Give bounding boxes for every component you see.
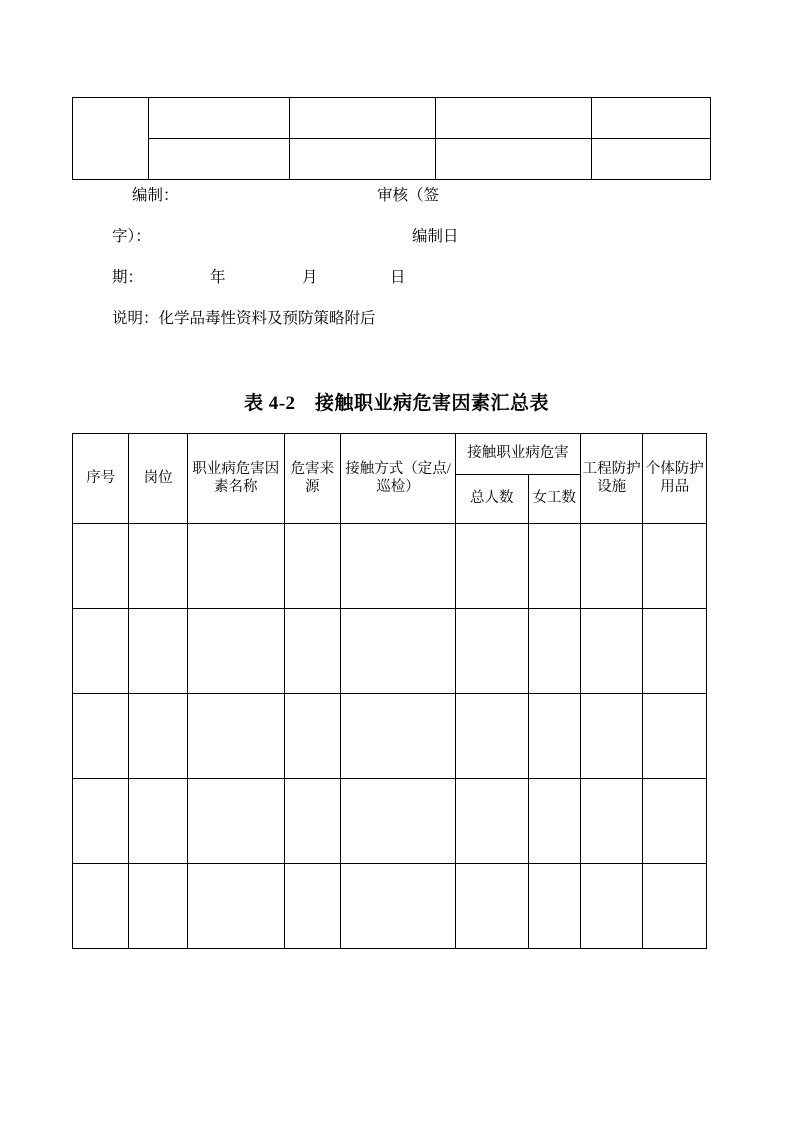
cell-female[interactable] xyxy=(528,779,580,864)
cell-seq[interactable] xyxy=(73,779,129,864)
cell-ppe[interactable] xyxy=(643,864,707,949)
cell-ppe[interactable] xyxy=(643,524,707,609)
note-text: 说明：化学品毒性资料及预防策略附后 xyxy=(112,310,376,327)
cell-ppe[interactable] xyxy=(643,694,707,779)
continuation-cell-r2c4[interactable] xyxy=(592,139,711,180)
cell-factor[interactable] xyxy=(187,779,284,864)
cell-mode[interactable] xyxy=(341,694,456,779)
signature-line-prepared-reviewed xyxy=(72,182,722,223)
cell-total[interactable] xyxy=(455,864,528,949)
page-title: 表 4-2 接触职业病危害因素汇总表 xyxy=(243,393,550,414)
table-body xyxy=(73,524,707,949)
cell-post[interactable] xyxy=(129,609,187,694)
cell-post[interactable] xyxy=(129,694,187,779)
cell-factor[interactable] xyxy=(187,524,284,609)
continuation-cell-r1c3[interactable] xyxy=(436,98,592,139)
cell-female[interactable] xyxy=(528,864,580,949)
cell-seq[interactable] xyxy=(73,864,129,949)
signature-line-signature-date xyxy=(72,223,722,264)
continuation-table xyxy=(72,97,711,180)
table-row xyxy=(73,609,707,694)
occupational-hazard-summary-table xyxy=(72,433,707,949)
table-row xyxy=(73,694,707,779)
continuation-cell-r1c1[interactable] xyxy=(149,98,290,139)
column-header-female-workers: 女工数 xyxy=(528,475,580,524)
table-row xyxy=(73,98,711,139)
cell-post[interactable] xyxy=(129,779,187,864)
cell-source[interactable] xyxy=(284,524,340,609)
cell-post[interactable] xyxy=(129,524,187,609)
signature-block xyxy=(72,182,722,346)
cell-source[interactable] xyxy=(284,609,340,694)
cell-female[interactable] xyxy=(528,524,580,609)
cell-ppe[interactable] xyxy=(643,779,707,864)
label-prepared-date-part1: 编制日 xyxy=(412,228,459,245)
label-month: 月 xyxy=(302,269,318,286)
cell-seq[interactable] xyxy=(73,609,129,694)
label-day: 日 xyxy=(390,269,406,286)
continuation-cell-label[interactable] xyxy=(73,98,149,180)
column-header-total-people: 总人数 xyxy=(455,475,528,524)
cell-source[interactable] xyxy=(284,779,340,864)
signature-line-date-fields xyxy=(72,264,722,305)
cell-seq[interactable] xyxy=(73,694,129,779)
column-header-seq: 序号 xyxy=(73,434,129,524)
column-header-personal-protection: 个体防护用品 xyxy=(643,434,707,524)
column-header-exposure-group: 接触职业病危害 xyxy=(455,434,580,475)
cell-source[interactable] xyxy=(284,694,340,779)
cell-factor[interactable] xyxy=(187,609,284,694)
continuation-cell-r1c4[interactable] xyxy=(592,98,711,139)
label-reviewed-by-part2: 字）： xyxy=(112,228,151,245)
note-line xyxy=(72,305,722,346)
cell-total[interactable] xyxy=(455,609,528,694)
label-year: 年 xyxy=(210,269,226,286)
column-header-hazard-source: 危害来源 xyxy=(284,434,340,524)
continuation-cell-r1c2[interactable] xyxy=(290,98,436,139)
cell-factor[interactable] xyxy=(187,864,284,949)
table-row xyxy=(73,779,707,864)
cell-source[interactable] xyxy=(284,864,340,949)
column-header-exposure-mode: 接触方式（定点/巡检） xyxy=(341,434,456,524)
continuation-cell-r2c1[interactable] xyxy=(149,139,290,180)
column-header-post: 岗位 xyxy=(129,434,187,524)
column-header-hazard-factor-name: 职业病危害因素名称 xyxy=(187,434,284,524)
column-header-engineering-protection: 工程防护设施 xyxy=(580,434,642,524)
cell-factor[interactable] xyxy=(187,694,284,779)
cell-engineering[interactable] xyxy=(580,864,642,949)
cell-total[interactable] xyxy=(455,694,528,779)
cell-post[interactable] xyxy=(129,864,187,949)
cell-engineering[interactable] xyxy=(580,609,642,694)
cell-total[interactable] xyxy=(455,524,528,609)
table-header-row-top xyxy=(73,434,707,475)
cell-engineering[interactable] xyxy=(580,694,642,779)
cell-female[interactable] xyxy=(528,694,580,779)
label-prepared-date-part2: 期： xyxy=(112,269,144,286)
cell-total[interactable] xyxy=(455,779,528,864)
cell-mode[interactable] xyxy=(341,524,456,609)
cell-engineering[interactable] xyxy=(580,524,642,609)
table-row xyxy=(73,139,711,180)
cell-mode[interactable] xyxy=(341,609,456,694)
continuation-cell-r2c3[interactable] xyxy=(436,139,592,180)
cell-female[interactable] xyxy=(528,609,580,694)
cell-engineering[interactable] xyxy=(580,779,642,864)
table-row xyxy=(73,524,707,609)
table-row xyxy=(73,864,707,949)
label-reviewed-by-part1: 审核（签 xyxy=(377,187,440,204)
cell-seq[interactable] xyxy=(73,524,129,609)
label-prepared-by: 编制： xyxy=(132,187,179,204)
continuation-cell-r2c2[interactable] xyxy=(290,139,436,180)
cell-mode[interactable] xyxy=(341,864,456,949)
cell-ppe[interactable] xyxy=(643,609,707,694)
cell-mode[interactable] xyxy=(341,779,456,864)
